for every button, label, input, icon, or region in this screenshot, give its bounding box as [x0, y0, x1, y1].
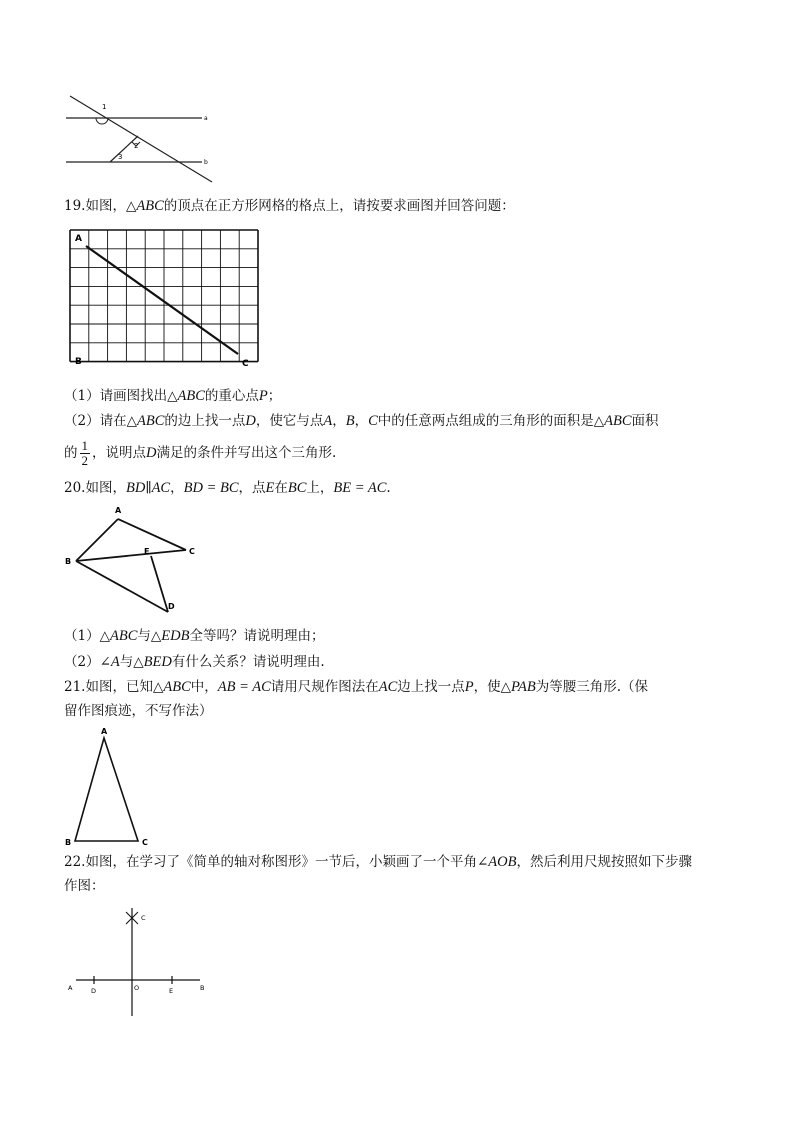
vertex-b-label: B — [75, 357, 82, 367]
line-b-label: b — [204, 159, 208, 166]
segment-ba — [76, 519, 118, 561]
q22-stem: 22.如图，在学习了《简单的轴对称图形》一节后，小颖画了一个平角∠AOB，然后利用尺规按照如下步骤 — [64, 854, 692, 870]
vertex-b-label: B — [65, 838, 72, 847]
angle-3-label: 3 — [118, 153, 123, 161]
point-e-label: E — [169, 987, 174, 995]
q21-stem-cont: 留作图痕迹，不写作法） — [64, 703, 213, 719]
figure-isosceles-triangle — [60, 724, 160, 848]
figure-grid-triangle — [66, 226, 262, 372]
figure-parallel-lines — [60, 90, 220, 186]
point-o-label: O — [134, 984, 140, 992]
line-a-label: a — [204, 115, 208, 122]
triangle-abc — [75, 738, 138, 841]
square-grid — [70, 230, 258, 362]
q19-part2-cont: 的 $\frac{1}{2}$ ，说明点D满足的条件并写出这个三角形. — [64, 438, 337, 468]
q20-part1: （1）△ABC与△EDB全等吗？请说明理由； — [64, 628, 325, 644]
vertex-d-label: D — [168, 602, 175, 611]
figure-straight-angle-construction — [60, 900, 220, 1025]
point-a-label: A — [68, 984, 73, 992]
vertex-c-label: C — [242, 359, 249, 369]
point-b-label: B — [200, 984, 205, 992]
figure-triangles-abc-edb — [60, 500, 210, 620]
point-d-label: D — [91, 987, 97, 995]
angle-2-label: 2 — [134, 142, 139, 150]
point-c-label: C — [141, 914, 146, 922]
vertex-a-label: A — [115, 506, 122, 515]
q20-stem: 20.如图，BD∥AC，BD = BC，点E在BC上，BE = AC. — [64, 480, 391, 496]
transversal — [70, 96, 212, 182]
q19-part2: （2）请在△ABC的边上找一点D，使它与点A，B，C中的任意两点组成的三角形的面积是△ABC面积 — [64, 413, 659, 429]
segment-bc — [76, 550, 186, 561]
point-e-label: E — [144, 547, 150, 556]
segment-ac — [86, 246, 238, 354]
fraction-one-half: $\frac{1}{2}$ — [81, 438, 88, 468]
angle-1-arc — [96, 118, 108, 124]
vertex-c-label: C — [189, 547, 195, 556]
q19-stem: 19.如图，△ABC的顶点在正方形网格的格点上，请按要求画图并回答问题： — [64, 198, 515, 214]
q20-part2: （2）∠A与△BED有什么关系？请说明理由. — [64, 654, 325, 670]
q19-part1: （1）请画图找出△ABC的重心点P； — [64, 388, 282, 404]
segment-ac — [118, 519, 186, 550]
q22-stem-cont: 作图： — [64, 878, 105, 894]
vertex-a-label: A — [101, 727, 108, 736]
vertex-a-label: A — [75, 234, 82, 244]
vertex-b-label: B — [65, 557, 72, 566]
q21-stem: 21.如图，已知△ABC中，AB = AC请用尺规作图法在AC边上找一点P，使△PAB为等腰三角形.（保 — [64, 679, 649, 695]
vertex-c-label: C — [142, 838, 148, 847]
angle-1-label: 1 — [102, 103, 107, 111]
